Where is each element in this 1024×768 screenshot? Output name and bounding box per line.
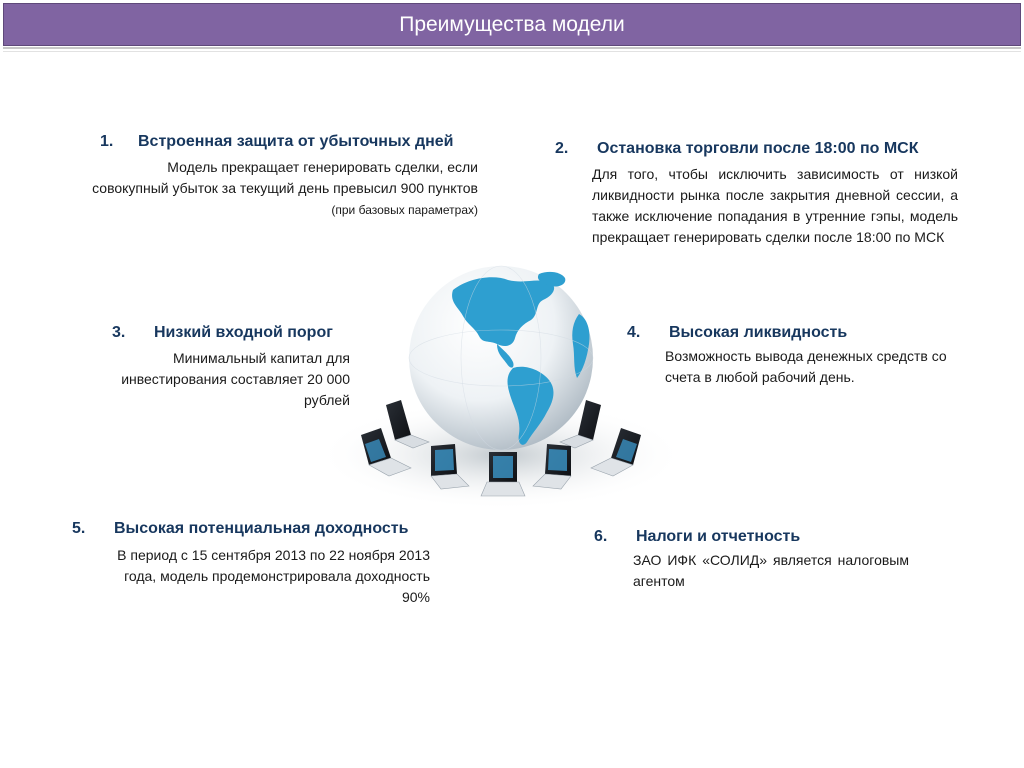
item-5-heading [72, 520, 408, 538]
item-3-title: Низкий входной порог [154, 324, 333, 341]
item-4-body: Возможность вывода денежных средств со счета в любой рабочий день. [665, 348, 947, 385]
item-5-number: 5. [72, 520, 86, 537]
globe-icon [409, 266, 593, 450]
item-5-title: Высокая потенциальная доходность [114, 520, 409, 537]
item-2-heading [555, 140, 919, 158]
page-title: Преимущества модели [399, 12, 625, 36]
item-4-title: Высокая ликвидность [669, 324, 848, 341]
item-6-body: ЗАО ИФК «СОЛИД» является налоговым агентом [633, 552, 909, 589]
item-5-body: В период с 15 сентября 2013 по 22 ноября 2013 года, модель продемонстрировала доходность 90% [117, 547, 430, 605]
item-3-body: Минимальный капитал для инвестирования составляет 20 000 рублей [121, 350, 350, 408]
item-1-text: Модель прекращает генерировать сделки, если совокупный убыток за текущий день превысил 900 пунктов [92, 159, 478, 196]
item-1-title: Встроенная защита от убыточных дней [138, 133, 454, 150]
title-divider-thin [3, 51, 1021, 52]
item-6-title: Налоги и отчетность [636, 528, 801, 545]
item-2-number: 2. [555, 140, 569, 157]
item-1-note: (при базовых параметрах) [331, 203, 478, 217]
item-6-heading [594, 528, 800, 546]
item-2-title: Остановка торговли после 18:00 по МСК [597, 140, 919, 157]
item-2-body: Для того, чтобы исключить зависимость от низкой ликвидности рынка после закрытия дневной сессии, а также исключение попадания в утренние гэпы, модель прекращает генерировать сделки после 18:00 по МСК [592, 166, 958, 245]
globe-network-icon [303, 260, 699, 545]
globe-network-illustration [303, 260, 699, 545]
item-1-number: 1. [100, 133, 114, 150]
title-bar [3, 3, 1021, 46]
item-6-number: 6. [594, 528, 608, 545]
item-4-heading [627, 324, 847, 342]
item-3-heading [112, 324, 333, 342]
item-1-body [88, 157, 478, 221]
item-3-number: 3. [112, 324, 126, 341]
item-1-heading [100, 133, 454, 151]
title-divider [3, 47, 1021, 49]
item-4-number: 4. [627, 324, 641, 341]
